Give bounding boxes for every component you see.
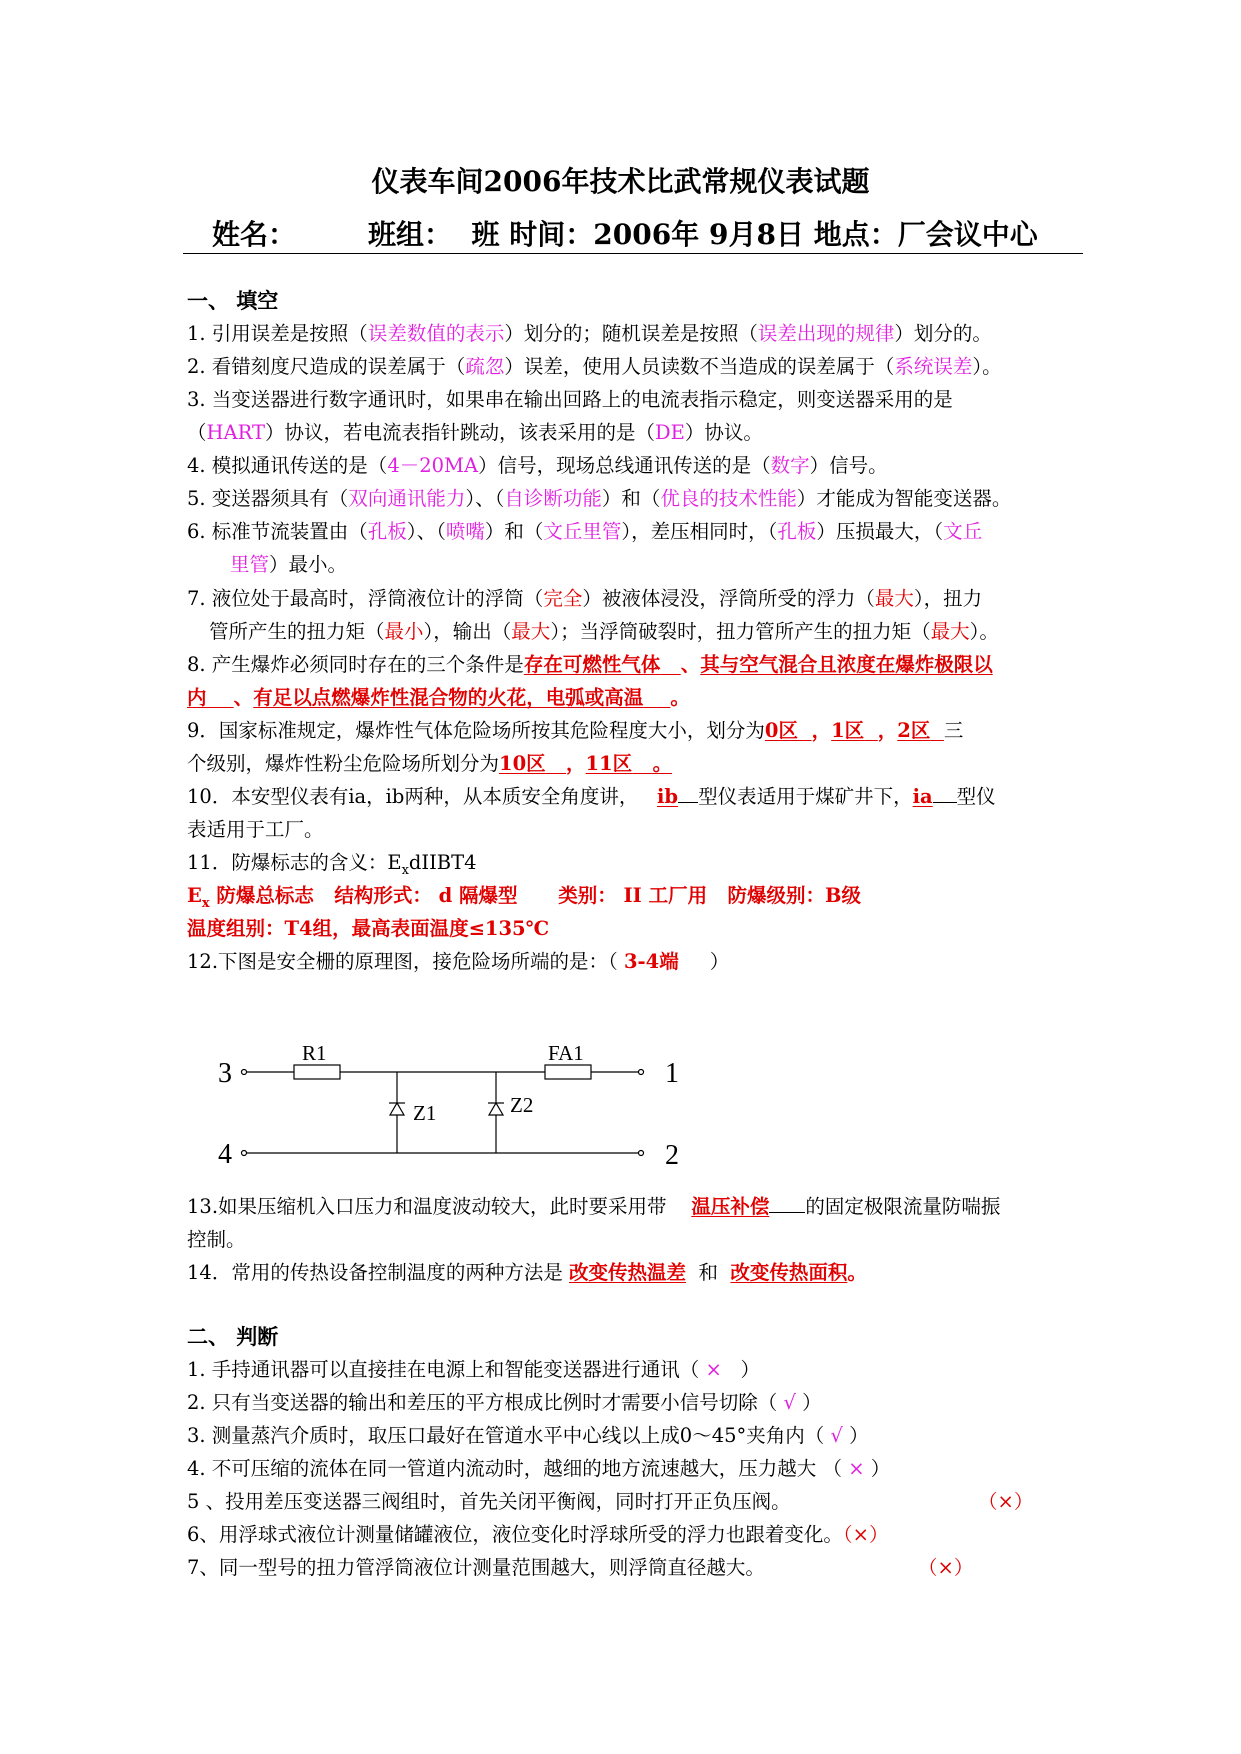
circuit-label-1: 1 xyxy=(665,1058,679,1089)
question-8-line1: 8. 产生爆炸必须同时存在的三个条件是存在可燃性气体 、其与空气混合且浓度在爆炸极限以 xyxy=(187,653,993,676)
answer: 双向通讯能力 xyxy=(348,487,466,510)
answer: × xyxy=(848,1457,865,1480)
question-5: 5. 变送器须具有（双向通讯能力）、（自诊断功能）和（优良的技术性能）才能成为智能变送器。 xyxy=(187,487,1012,510)
question-11-answer-1: $E_x$ 防爆总标志 结构形式： d 隔爆型 类别： II 工厂用 防爆级别：B级 xyxy=(187,884,861,911)
question-1: 1. 引用误差是按照（误差数值的表示）划分的；随机误差是按照（误差出现的规律）划分的。 xyxy=(187,322,992,345)
answer: 自诊断功能 xyxy=(504,487,602,510)
answer: 其与空气混合且浓度在爆炸极限以 xyxy=(700,653,993,676)
zener-z2 xyxy=(488,1103,504,1115)
question-9-line2: 个级别，爆炸性粉尘危险场所划分为10区 ，11区 。 xyxy=(187,752,673,775)
question-13-line2: 控制。 xyxy=(187,1228,246,1251)
section-title-fill: 一、 填空 xyxy=(187,288,279,313)
answer: 最小 xyxy=(384,620,424,643)
question-10-line2: 表适用于工厂。 xyxy=(187,818,324,841)
question-8-line2: 内 、有足以点燃爆炸性混合物的火花，电弧或高温 。 xyxy=(187,686,690,709)
terminal-1 xyxy=(639,1070,644,1075)
question-2: 2. 看错刻度尺造成的误差属于（疏忽）误差，使用人员读数不当造成的误差属于（系统误差）。 xyxy=(187,355,1002,378)
zener-z1 xyxy=(389,1103,405,1115)
answer: （×） xyxy=(842,1523,889,1546)
circuit-label-4: 4 xyxy=(218,1139,232,1170)
answer: 存在可燃性气体 xyxy=(523,653,661,676)
time-label: 时间：2006年 9月8日 xyxy=(509,218,804,251)
answer: 温压补偿 xyxy=(691,1195,770,1218)
question-14: 14．常用的传热设备控制温度的两种方法是 改变传热温差 和 改变传热面积。 xyxy=(187,1261,867,1284)
place-label: 地点：厂会议中心 xyxy=(813,218,1038,251)
circuit-label-r1: R1 xyxy=(302,1041,327,1065)
answer: 完全 xyxy=(543,587,583,610)
judge-item: 5 、投用差压变送器三阀组时，首先关闭平衡阀，同时打开正负压阀。 xyxy=(187,1490,791,1513)
answer: 最大 xyxy=(874,587,914,610)
answer: √ xyxy=(830,1424,843,1447)
question-9-line1: 9．国家标准规定，爆炸性气体危险场所按其危险程度大小，划分为0区 ，1区 ，2区 三 xyxy=(187,719,964,742)
answer: 3-4端 xyxy=(623,950,679,973)
question-12: 12.下图是安全栅的原理图，接危险场所端的是：（ 3-4端 ） xyxy=(187,950,730,973)
answer: 里管 xyxy=(230,553,270,576)
answer: 4－20MA xyxy=(387,454,479,477)
header-line xyxy=(212,215,1038,255)
judge-item: 4. 不可压缩的流体在同一管道内流动时，越细的地方流速越大，压力越大 （ × ） xyxy=(187,1457,891,1480)
question-10-line1: 10．本安型仪表有ia，ib两种，从本质安全角度讲， ib 型仪表适用于煤矿井下，ia 型仪 xyxy=(187,785,996,808)
circuit-label-2: 2 xyxy=(665,1140,679,1171)
answer: 内 xyxy=(187,686,207,709)
answer: DE xyxy=(654,421,685,444)
page-title: 仪表车间2006年技术比武常规仪表试题 xyxy=(371,165,870,198)
answer: 孔板 xyxy=(367,520,407,543)
answer: HART xyxy=(206,421,265,444)
question-6-line1: 6. 标准节流装置由（孔板）、（喷嘴）和（文丘里管），差压相同时，（孔板）压损最大，（文丘 xyxy=(187,520,983,543)
answer: 最大 xyxy=(511,620,551,643)
circuit-label-3: 3 xyxy=(218,1058,232,1089)
group-label: 班组： xyxy=(368,218,453,251)
answer: 疏忽 xyxy=(465,355,505,378)
question-13-line1: 13.如果压缩机入口压力和温度波动较大，此时要采用带 温压补偿 的固定极限流量防喘振 xyxy=(187,1195,1001,1218)
terminal-4 xyxy=(242,1151,247,1156)
judge-item: 6、用浮球式液位计测量储罐液位，液位变化时浮球所受的浮力也跟着变化。（×） xyxy=(187,1523,889,1546)
answer: √ xyxy=(783,1391,796,1414)
answer: 改变传热温差 xyxy=(569,1261,687,1284)
answer: 文丘 xyxy=(943,520,983,543)
answer: 10区 xyxy=(499,752,546,775)
group-suffix: 班 xyxy=(471,218,500,251)
safety-barrier-circuit xyxy=(210,1020,710,1180)
question-7-line1: 7. 液位处于最高时，浮筒液位计的浮筒（完全）被液体浸没，浮筒所受的浮力（最大），扭力 xyxy=(187,587,983,610)
question-11-answer-2: 温度组别：T4组，最高表面温度≤135℃ xyxy=(187,917,549,940)
answer: ib xyxy=(657,785,679,808)
judge-item: 1. 手持通讯器可以直接挂在电源上和智能变送器进行通讯（ × ） xyxy=(187,1358,760,1381)
answer: 文丘里管 xyxy=(543,520,622,543)
fuse-fa1 xyxy=(545,1065,591,1079)
answer: × xyxy=(705,1358,722,1381)
question-4: 4. 模拟通讯传送的是（4－20MA）信号，现场总线通讯传送的是（数字）信号。 xyxy=(187,454,888,477)
answer: 误差出现的规律 xyxy=(757,322,895,345)
circuit-label-fa1: FA1 xyxy=(548,1041,584,1065)
question-11: 11．防爆标志的含义：$E_xdIIBT4$ xyxy=(187,851,477,878)
answer: 孔板 xyxy=(777,520,817,543)
header-rule xyxy=(183,253,1083,254)
question-7-line2: 管所产生的扭力矩（最小），输出（最大）；当浮筒破裂时，扭力管所产生的扭力矩（最大）。 xyxy=(209,620,999,643)
answer: 0区 xyxy=(764,719,798,742)
circuit-label-z2: Z2 xyxy=(510,1093,534,1117)
judge-item: 2. 只有当变送器的输出和差压的平方根成比例时才需要小信号切除（ √ ） xyxy=(187,1391,822,1414)
answer: 喷嘴 xyxy=(445,520,485,543)
question-3-line1: 3. 当变送器进行数字通讯时，如果串在输出回路上的电流表指示稳定，则变送器采用的是 xyxy=(187,388,953,411)
answer: 1区 xyxy=(831,719,865,742)
terminal-2 xyxy=(639,1151,644,1156)
answer: 最大 xyxy=(930,620,970,643)
answer: （×） xyxy=(918,1556,974,1579)
answer: 2区 xyxy=(897,719,931,742)
answer: 数字 xyxy=(770,454,810,477)
question-6-line2: 里管）最小。 xyxy=(230,553,348,576)
answer: 有足以点燃爆炸性混合物的火花，电弧或高温 xyxy=(253,686,644,709)
judge-item: 7、同一型号的扭力管浮筒液位计测量范围越大，则浮筒直径越大。 xyxy=(187,1556,765,1579)
terminal-3 xyxy=(242,1070,247,1075)
answer: 11区 xyxy=(585,752,633,775)
circuit-label-z1: Z1 xyxy=(413,1101,437,1125)
name-label: 姓名： xyxy=(212,218,297,251)
answer: 系统误差 xyxy=(894,355,973,378)
answer: 误差数值的表示 xyxy=(367,322,505,345)
resistor-r1 xyxy=(294,1065,340,1079)
question-3-line2: （HART）协议，若电流表指针跳动，该表采用的是（DE）协议。 xyxy=(187,421,763,444)
answer: 改变传热面积 xyxy=(730,1261,848,1284)
answer: （×） xyxy=(978,1490,1034,1513)
answer: ia xyxy=(912,785,933,808)
answer: 优良的技术性能 xyxy=(660,487,797,510)
judge-item: 3. 测量蒸汽介质时，取压口最好在管道水平中心线以上成0～45°夹角内（ √ ） xyxy=(187,1424,869,1447)
section-title-judge: 二、 判断 xyxy=(187,1324,279,1349)
